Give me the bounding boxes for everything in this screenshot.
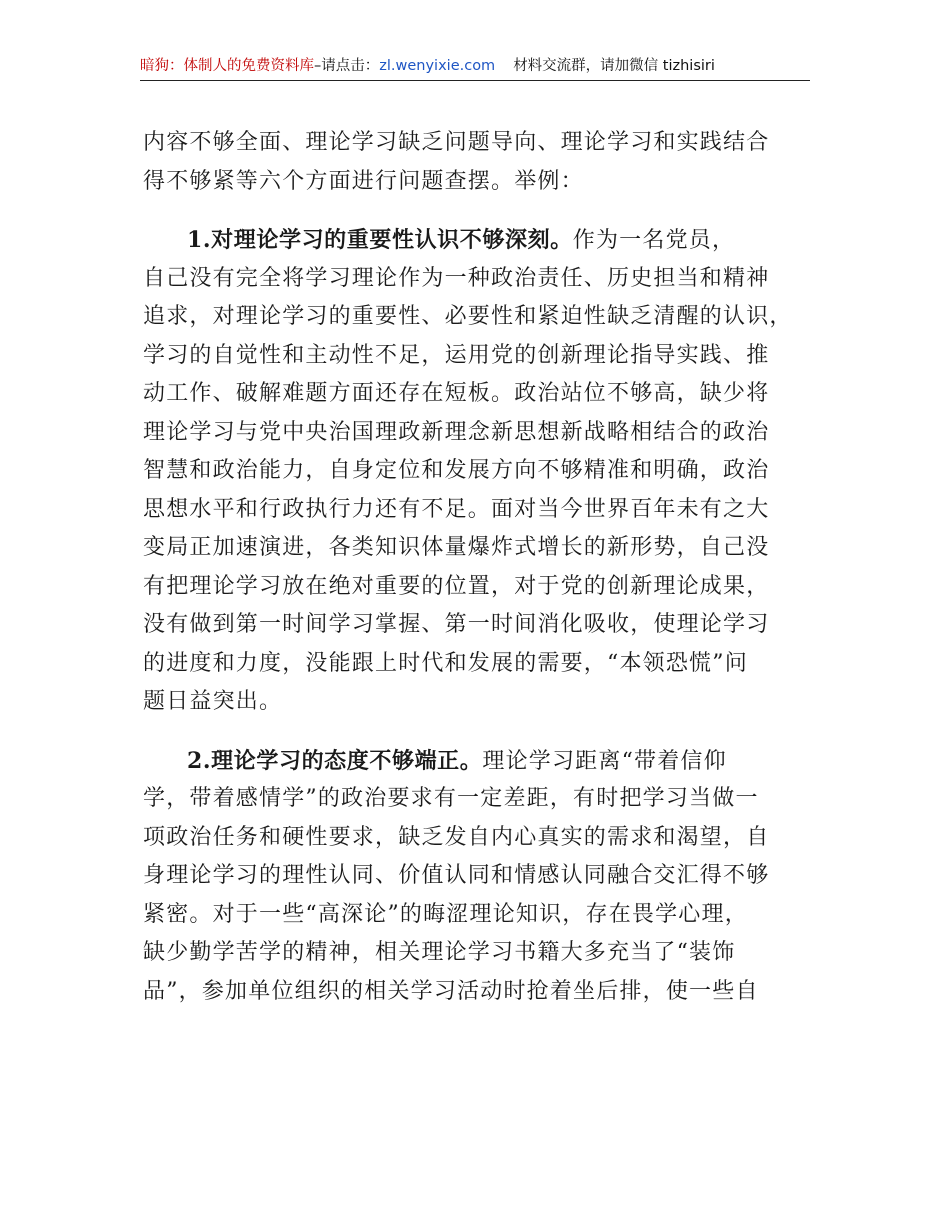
section-1-heading: 1.对理论学习的重要性认识不够深刻。	[187, 227, 573, 253]
text-line: 变局正加速演进，各类知识体量爆炸式增长的新形势，自己没	[143, 535, 770, 560]
text-line: 身理论学习的理性认同、价值认同和情感认同融合交汇得不够	[143, 863, 770, 888]
section-2-lead-text: 理论学习距离“带着信仰	[482, 748, 727, 774]
header-contact: 材料交流群，请加微信 tizhisiri	[513, 58, 715, 74]
text-line: 思想水平和行政执行力还有不足。面对当今世界百年未有之大	[143, 496, 770, 522]
text-line: 理论学习与党中央治国理政新理念新思想新战略相结合的政治	[143, 419, 770, 445]
text-line: 学，带着感情学”的政治要求有一定差距，有时把学习当做一	[143, 786, 759, 811]
header-site-name: 暗狗：体制人的免费资料库	[140, 58, 314, 74]
text-line: 动工作、破解难题方面还存在短板。政治站位不够高，缺少将	[143, 381, 770, 406]
text-line: 得不够紧等六个方面进行问题查摆。举例：	[143, 168, 584, 194]
text-line: 学习的自觉性和主动性不足，运用党的创新理论指导实践、推	[143, 342, 770, 368]
text-line: 项政治任务和硬性要求，缺乏发自内心真实的需求和渴望，自	[143, 824, 770, 850]
text-line: 缺少勤学苦学的精神，相关理论学习书籍大多充当了“装饰	[143, 940, 736, 965]
section-1-lead-text: 作为一名党员，	[572, 228, 736, 253]
section-1-first-line	[143, 221, 811, 260]
text-line: 品”，参加单位组织的相关学习活动时抢着坐后排，使一些自	[143, 978, 759, 1004]
section-2-paragraph	[143, 742, 811, 1012]
intro-paragraph	[143, 124, 811, 201]
section-2-first-line	[143, 742, 811, 781]
text-line: 内容不够全面、理论学习缺乏问题导向、理论学习和实践结合	[143, 130, 770, 155]
header-link[interactable]: zl.wenyixie.com	[379, 58, 496, 74]
header-divider	[140, 80, 810, 81]
text-line: 紧密。对于一些“高深论”的晦涩理论知识，存在畏学心理，	[143, 901, 748, 927]
document-body	[143, 124, 811, 1011]
text-line: 题日益突出。	[143, 689, 283, 714]
text-line: 智慧和政治能力，自身定位和发展方向不够精准和明确，政治	[143, 458, 770, 483]
text-line: 有把理论学习放在绝对重要的位置，对于党的创新理论成果，	[143, 573, 770, 599]
text-line: 自己没有完全将学习理论作为一种政治责任、历史担当和精神	[143, 265, 770, 291]
text-line: 的进度和力度，没能跟上时代和发展的需要，“本领恐慌”问	[143, 650, 748, 676]
header-prompt: –请点击：	[314, 58, 380, 74]
text-line: 追求，对理论学习的重要性、必要性和紧迫性缺乏清醒的认识，	[143, 304, 793, 329]
section-2-heading: 2.理论学习的态度不够端正。	[187, 747, 483, 774]
text-line: 没有做到第一时间学习掌握、第一时间消化吸收，使理论学习	[143, 612, 770, 637]
section-1-paragraph	[143, 221, 811, 722]
page-header	[140, 56, 810, 76]
